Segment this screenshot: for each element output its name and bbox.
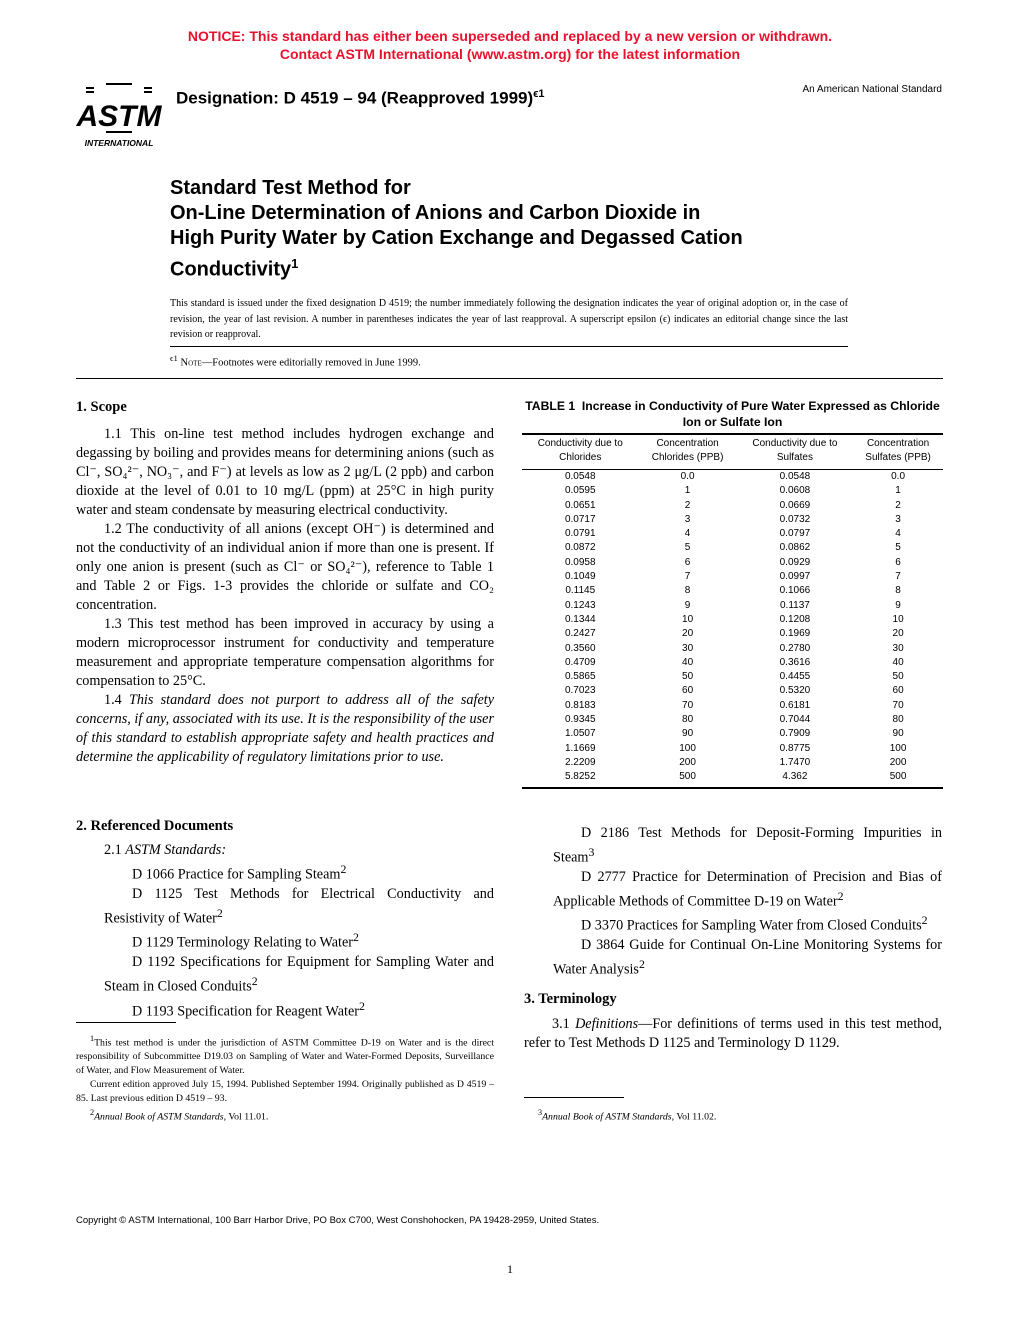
table-cell: 1.1669 bbox=[564, 742, 596, 754]
table-cell: 0.0651 bbox=[564, 499, 596, 511]
table-cell: 7 bbox=[684, 571, 691, 583]
table-cell: 0.0732 bbox=[779, 513, 811, 525]
terminology-section bbox=[524, 990, 942, 1053]
table-cell: 2 bbox=[895, 499, 901, 511]
page-number: 1 bbox=[507, 1262, 513, 1276]
table-cell: 500 bbox=[853, 770, 943, 787]
reference-item: D 1193 Specification for Reagent Water$^2$ bbox=[132, 998, 365, 1020]
table-cell: 0.1145 bbox=[565, 585, 596, 597]
table-cell: 5 bbox=[895, 542, 901, 554]
reference-item: D 3370 Practices for Sampling Water from Closed Conduits$^2$ bbox=[581, 913, 928, 935]
scope-section bbox=[76, 398, 494, 767]
table-cell: 90 bbox=[892, 728, 904, 740]
column-header: Concentration Chlorides (PPB) bbox=[638, 434, 736, 470]
table-cell: 10 bbox=[682, 613, 694, 625]
table-cell: 0.0 bbox=[891, 471, 906, 482]
table-row bbox=[522, 613, 943, 627]
footnote-3: $^3$Annual Book of ASTM Standards, Vol 11.02. bbox=[538, 1108, 717, 1123]
table-row bbox=[522, 742, 943, 756]
table-row bbox=[522, 541, 943, 555]
table-cell: 0.1137 bbox=[779, 599, 810, 611]
astm-logo bbox=[76, 80, 162, 150]
table-cell: 0.4709 bbox=[564, 656, 596, 668]
reference-item: D 2777 Practice for Determination of Precision and Bias of Applicable Methods of Committee D-19 on Water$^2$ bbox=[553, 868, 942, 910]
designation: Designation: D 4519 – 94 (Reapproved 1999)$^{\epsilon 1}$ bbox=[176, 88, 545, 108]
table-row bbox=[522, 699, 943, 713]
table-cell: 70 bbox=[682, 699, 694, 711]
table-cell: 30 bbox=[892, 642, 904, 654]
footnote-rule bbox=[76, 1022, 176, 1023]
table-cell: 30 bbox=[682, 642, 694, 654]
table-cell: 500 bbox=[638, 770, 736, 787]
table-cell: 60 bbox=[892, 685, 904, 697]
table-cell: 80 bbox=[682, 714, 694, 726]
table-cell: 2 bbox=[684, 499, 691, 511]
table-cell: 0.3560 bbox=[564, 642, 596, 654]
table-body bbox=[522, 470, 943, 788]
section-heading: 2. Referenced Documents bbox=[76, 818, 234, 834]
table-cell: 0.0608 bbox=[779, 485, 811, 497]
divider bbox=[76, 378, 943, 379]
table-row bbox=[522, 713, 943, 727]
table-cell: 0.0548 bbox=[564, 471, 596, 482]
footnote-1b: Current edition approved July 15, 1994. Published September 1994. Originally published as D 4519 – 85. Last previous edition D 4519 – 93. bbox=[76, 1079, 494, 1105]
table-row bbox=[522, 513, 943, 527]
table-row bbox=[522, 570, 943, 584]
reference-item: D 1129 Terminology Relating to Water$^2$ bbox=[132, 930, 359, 952]
table-cell: 0.5865 bbox=[564, 671, 596, 683]
table-cell: 0.0 bbox=[680, 471, 695, 482]
table-cell: 0.0958 bbox=[564, 556, 596, 568]
table-cell: 0.0595 bbox=[564, 485, 596, 497]
table-cell: 0.8183 bbox=[564, 699, 596, 711]
table-cell: 0.1344 bbox=[564, 613, 596, 625]
table-cell: 90 bbox=[682, 728, 694, 740]
editorial-note: $^{\epsilon 1}$ Note—Footnotes were editorially removed in June 1999. bbox=[170, 353, 421, 369]
table-cell: 4 bbox=[684, 528, 691, 540]
logo-subtitle: INTERNATIONAL bbox=[84, 138, 154, 148]
paragraph: 1.1 This on-line test method includes hydrogen exchange and degassing by boiling and provides means for determining anions (such as Cl⁻, SO₄²⁻, NO₃⁻, and F⁻) at levels as low as 2 μg/L (2 ppb) and carbon dioxide at the level of 0.01 to 10 mg/L (ppm) at 25°C in high purity water and steam condensate by measuring electrical conductivity. bbox=[76, 426, 494, 518]
table-cell: 0.1969 bbox=[779, 628, 811, 640]
table-row bbox=[522, 556, 943, 570]
table-cell: 4.362 bbox=[737, 770, 853, 787]
column-header: Concentration Sulfates (PPB) bbox=[853, 434, 943, 470]
table-cell: 0.0791 bbox=[564, 528, 596, 540]
copyright-footer: Copyright © ASTM International, 100 Barr Harbor Drive, PO Box C700, West Conshohocken, PA 19428-2959, United States. bbox=[76, 1215, 600, 1226]
table-cell: 1.7470 bbox=[779, 756, 811, 768]
table-cell: 20 bbox=[892, 628, 904, 640]
table-cell: 9 bbox=[895, 599, 901, 611]
table-cell: 80 bbox=[892, 714, 904, 726]
logo-letters: ASTM bbox=[76, 100, 162, 133]
referenced-documents-continued bbox=[540, 824, 942, 980]
section-heading: 3. Terminology bbox=[524, 991, 617, 1007]
footnotes-left bbox=[76, 1032, 494, 1125]
column-header: Conductivity due to Chlorides bbox=[522, 434, 638, 470]
table-row bbox=[522, 727, 943, 741]
table-cell: 0.7909 bbox=[779, 728, 811, 740]
table-cell: 2.2209 bbox=[564, 756, 596, 768]
reference-item: D 3864 Guide for Continual On-Line Monitoring Systems for Water Analysis$^2$ bbox=[553, 937, 942, 978]
table-cell: 8 bbox=[895, 585, 901, 597]
table-cell: 200 bbox=[889, 756, 907, 768]
table-cell: 0.0797 bbox=[779, 528, 811, 540]
table-cell: 0.7023 bbox=[564, 685, 596, 697]
table-cell: 50 bbox=[682, 671, 694, 683]
table-cell: 9 bbox=[684, 599, 691, 611]
table-row bbox=[522, 656, 943, 670]
referenced-documents-section bbox=[76, 817, 494, 1022]
table-cell: 0.1208 bbox=[779, 613, 811, 625]
table-cell: 1.0507 bbox=[564, 728, 596, 740]
section-heading: 1. Scope bbox=[76, 399, 127, 415]
table-row bbox=[522, 527, 943, 541]
table-cell: 0.0872 bbox=[564, 542, 596, 554]
withdrawal-notice bbox=[0, 27, 1020, 63]
table-row bbox=[522, 684, 943, 698]
table-cell: 4 bbox=[895, 528, 901, 540]
table-cell: 0.3616 bbox=[779, 656, 811, 668]
reference-item: D 1192 Specifications for Equipment for Sampling Water and Steam in Closed Conduits$^2$ bbox=[104, 954, 494, 995]
table-cell: 5.8252 bbox=[522, 770, 638, 787]
table-row bbox=[522, 770, 943, 787]
table-cell: 0.0669 bbox=[779, 499, 811, 511]
notice-line-2: Contact ASTM International (www.astm.org) for the latest information bbox=[279, 46, 741, 62]
table-cell: 0.4455 bbox=[779, 671, 811, 683]
paragraph: 1.4 This standard does not purport to address all of the safety concerns, if any, associated with its use. It is the responsibility of the user of this standard to establish appropriate safety and health practices and determine the applicability of regulatory limitations prior to use. bbox=[76, 692, 494, 765]
table-row bbox=[522, 599, 943, 613]
table-cell: 0.1049 bbox=[564, 571, 596, 583]
table-cell: 10 bbox=[892, 613, 904, 625]
table-cell: 0.7044 bbox=[779, 714, 811, 726]
table-cell: 3 bbox=[895, 513, 901, 525]
table-row bbox=[522, 756, 943, 770]
footnote-1: $^1$This test method is under the jurisdiction of ASTM Committee D-19 on Water and is the direct responsibility of Subcommittee D19.03 on Sampling of Water and Water-Formed Deposits, Surveillance of Water, and Flow Measurement of Water. bbox=[76, 1034, 494, 1077]
table-row bbox=[522, 642, 943, 656]
table-cell: 40 bbox=[892, 656, 904, 668]
table-cell: 100 bbox=[889, 742, 907, 754]
notice-line-1: NOTICE: This standard has either been superseded and replaced by a new version or withdrawn. bbox=[187, 28, 833, 44]
footnote-rule bbox=[524, 1097, 624, 1098]
table-cell: 0.1243 bbox=[564, 599, 596, 611]
document-title: Standard Test Method for On-Line Determination of Anions and Carbon Dioxide in High Purity Water by Cation Exchange and Degassed Cation Conductivity$^1$ bbox=[170, 177, 743, 281]
table-cell: 0.5320 bbox=[779, 685, 811, 697]
paragraph: 1.3 This test method has been improved in accuracy by using a modern microprocessor instrument for conductivity and temperature measurement and appropriate temperature compensation algorithms for compensation to 25°C. bbox=[76, 616, 494, 689]
table-row bbox=[522, 484, 943, 498]
table-cell: 6 bbox=[895, 556, 901, 568]
table-cell: 70 bbox=[892, 699, 904, 711]
table-row bbox=[522, 470, 943, 485]
table-cell: 200 bbox=[679, 756, 696, 768]
divider bbox=[170, 346, 848, 347]
column-header: Conductivity due to Sulfates bbox=[737, 434, 853, 470]
table-cell: 60 bbox=[682, 685, 694, 697]
reference-item: D 1125 Test Methods for Electrical Conductivity and Resistivity of Water$^2$ bbox=[104, 885, 494, 927]
table-cell: 3 bbox=[684, 513, 691, 525]
table-cell: 0.0997 bbox=[779, 571, 811, 583]
table-cell: 8 bbox=[684, 585, 691, 597]
table-1 bbox=[522, 433, 943, 789]
table-1-caption: TABLE 1 Increase in Conductivity of Pure Water Expressed as Chloride Ion or Sulfate Ion bbox=[525, 399, 940, 429]
reference-item: D 1066 Practice for Sampling Steam$^2$ bbox=[132, 862, 347, 883]
table-cell: 0.6181 bbox=[779, 699, 811, 711]
paragraph: 3.1 Definitions—For definitions of terms used in this test method, refer to Test Methods D 1125 and Terminology D 1129. bbox=[524, 1016, 942, 1051]
paragraph: 1.2 The conductivity of all anions (except OH⁻) is determined and not the conductivity of an individual anion if more than one is present. If only one anion is present (such as Cl⁻ or SO₄²⁻), reference to Table 1 and Table 2 or Figs. 1-3 provides the chloride or sulfate and CO₂ concentration. bbox=[76, 521, 494, 613]
table-cell: 6 bbox=[684, 556, 691, 568]
table-cell: 1 bbox=[895, 485, 901, 497]
table-row bbox=[522, 584, 943, 598]
table-cell: 40 bbox=[682, 656, 694, 668]
table-cell: 5 bbox=[684, 542, 691, 554]
table-cell: 50 bbox=[892, 671, 904, 683]
reference-item: D 2186 Test Methods for Deposit-Forming Impurities in Steam$^3$ bbox=[553, 825, 942, 866]
table-cell: 0.2780 bbox=[779, 642, 811, 654]
table-cell: 7 bbox=[895, 571, 901, 583]
table-cell: 100 bbox=[679, 742, 696, 754]
subsection: 2.1 ASTM Standards: bbox=[104, 842, 227, 858]
table-cell: 0.1066 bbox=[779, 585, 811, 597]
table-cell: 20 bbox=[682, 628, 694, 640]
table-cell: 0.0717 bbox=[564, 513, 596, 525]
table-cell: 0.8775 bbox=[779, 742, 811, 754]
table-row bbox=[522, 670, 943, 684]
table-cell: 1 bbox=[684, 485, 691, 497]
table-row bbox=[522, 499, 943, 513]
table-header-row bbox=[522, 434, 943, 470]
table-cell: 0.0862 bbox=[779, 542, 811, 554]
table-cell: 0.2427 bbox=[564, 628, 596, 640]
table-cell: 0.9345 bbox=[564, 714, 596, 726]
american-national-standard: An American National Standard bbox=[802, 84, 942, 95]
table-row bbox=[522, 627, 943, 641]
issuance-statement: This standard is issued under the fixed designation D 4519; the number immediately following the designation indicates the year of original adoption or, in the case of revision, the year of last revision. A number in parentheses indicates the year of last reapproval. A superscript epsilon (ϵ) indicates an editorial change since the last revision or reapproval. bbox=[170, 298, 848, 340]
footnote-2: $^2$Annual Book of ASTM Standards, Vol 11.01. bbox=[90, 1108, 269, 1123]
table-cell: 0.0929 bbox=[779, 556, 811, 568]
footnotes-right bbox=[524, 1106, 942, 1124]
table-cell: 0.0548 bbox=[779, 471, 811, 482]
